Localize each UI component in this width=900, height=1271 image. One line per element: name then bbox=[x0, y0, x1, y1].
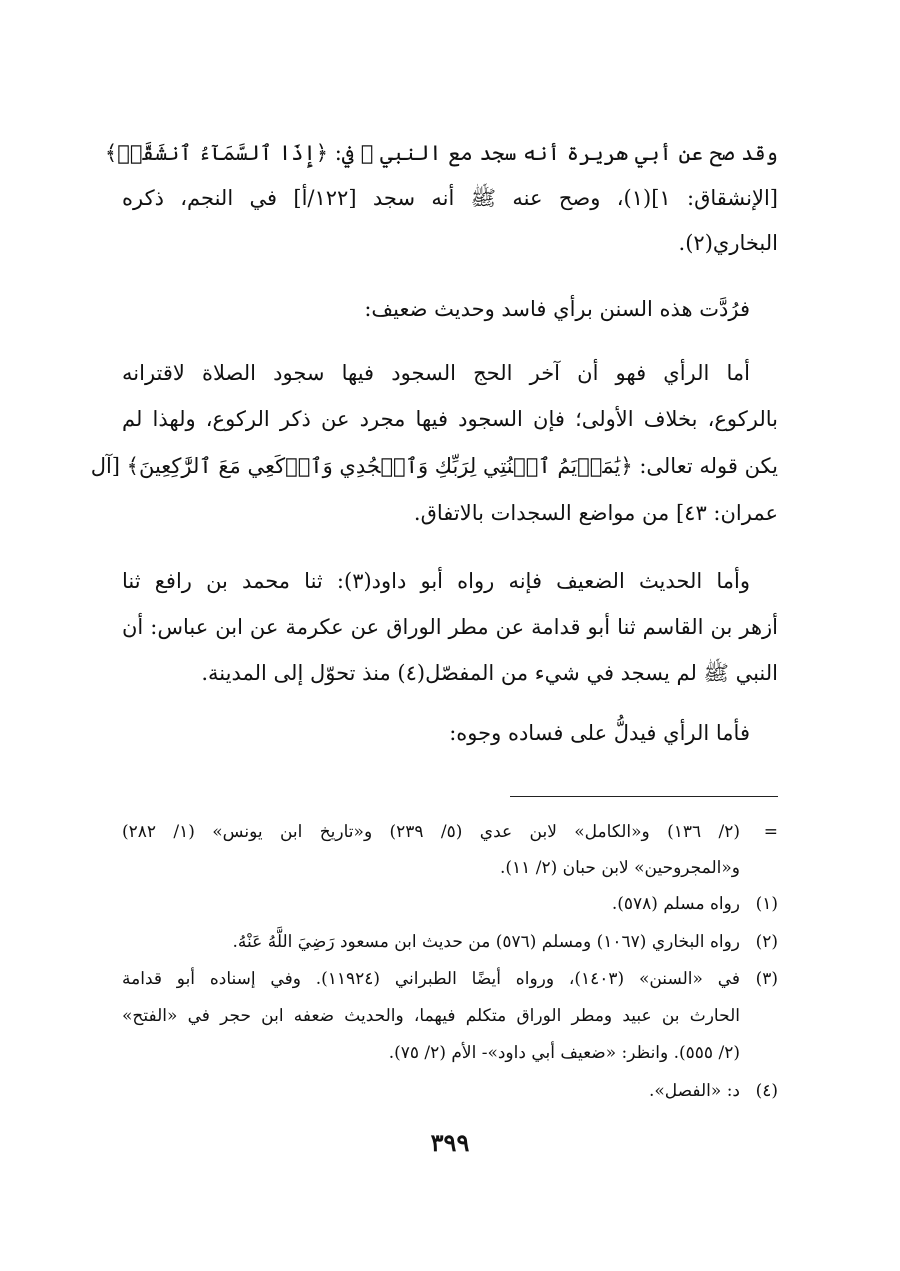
body-line: وقد صح عن أبي هريرة أنه سجد مع النبي ﷺ في: ﴿إِذَا ٱلسَّمَآءُ ٱنشَقَّتۡ﴾ bbox=[104, 141, 778, 165]
body-line: بالركوع، بخلاف الأولى؛ فإن السجود فيها مجرد عن ذكر الركوع، ولهذا لم bbox=[122, 407, 778, 431]
body-line: النبي ﷺ لم يسجد في شيء من المفصّل(٤) منذ تحوّل إلى المدينة. bbox=[201, 661, 778, 685]
footnote-text: و«المجروحين» لابن حبان (٢/ ١١). bbox=[500, 858, 740, 878]
footnote-marker: (٤) bbox=[755, 1081, 778, 1101]
body-line: البخاري(٢). bbox=[678, 231, 778, 255]
body-line: أما الرأي فهو أن آخر الحج السجود فيها سجود الصلاة لاقترانه bbox=[122, 361, 750, 385]
footnote-item bbox=[122, 965, 778, 995]
body-line: يكن قوله تعالى: ﴿يَٰمَرۡيَمُ ٱقۡنُتِي لِرَبِّكِ وَٱسۡجُدِي وَٱرۡكَعِي مَعَ ٱلرَّٰكِعِينَ﴾ [آل bbox=[90, 454, 778, 478]
body-line: أزهر بن القاسم ثنا أبو قدامة عن مطر الوراق عن عكرمة عن ابن عباس: أن bbox=[122, 615, 778, 639]
footnote-marker: (٢) bbox=[755, 932, 778, 952]
footnote-item bbox=[122, 890, 778, 920]
body-line: فأما الرأي فيدلُّ على فساده وجوه: bbox=[449, 721, 750, 745]
footnote-text: (٢/ ٥٥٥). وانظر: «ضعيف أبي داود»- الأم (٢/ ٧٥). bbox=[388, 1043, 740, 1063]
footnote-item bbox=[122, 1077, 778, 1107]
body-line: [الإنشقاق: ١](١)، وصح عنه ﷺ أنه سجد [١٢٢/أ] في النجم، ذكره bbox=[122, 186, 778, 210]
footnote-marker: (٣) bbox=[755, 969, 779, 989]
footnote-continuation-marker: = bbox=[763, 822, 778, 842]
body-line: عمران: ٤٣] من مواضع السجدات بالاتفاق. bbox=[413, 501, 778, 525]
footnote-text: د: «الفصل». bbox=[648, 1081, 740, 1101]
page-number: ٣٩٩ bbox=[430, 1128, 470, 1157]
footnote-text: رواه مسلم (٥٧٨). bbox=[611, 894, 740, 914]
footnote-item bbox=[122, 928, 778, 958]
footnote-marker: (١) bbox=[755, 894, 778, 914]
body-line: وأما الحديث الضعيف فإنه رواه أبو داود(٣): ثنا محمد بن رافع ثنا bbox=[122, 569, 750, 593]
footnote-text: الحارث بن عبيد ومطر الوراق متكلم فيهما، والحديث ضعفه ابن حجر في «الفتح» bbox=[122, 1006, 740, 1026]
footnote-continuation-line bbox=[122, 818, 778, 848]
footnote-text: رواه البخاري (١٠٦٧) ومسلم (٥٧٦) من حديث ابن مسعود رَضِيَ اللَّهُ عَنْهُ. bbox=[232, 932, 740, 952]
body-line: فرُدَّت هذه السنن برأي فاسد وحديث ضعيف: bbox=[364, 297, 750, 321]
footnote-text: (٢/ ١٣٦) و«الكامل» لابن عدي (٥/ ٢٣٩) و«تاريخ ابن يونس» (١/ ٢٨٢) bbox=[122, 822, 740, 842]
footnote-text: في «السنن» (١٤٠٣)، ورواه أيضًا الطبراني (١١٩٢٤). وفي إسناده أبو قدامة bbox=[122, 969, 741, 989]
footnote-separator bbox=[510, 796, 778, 797]
